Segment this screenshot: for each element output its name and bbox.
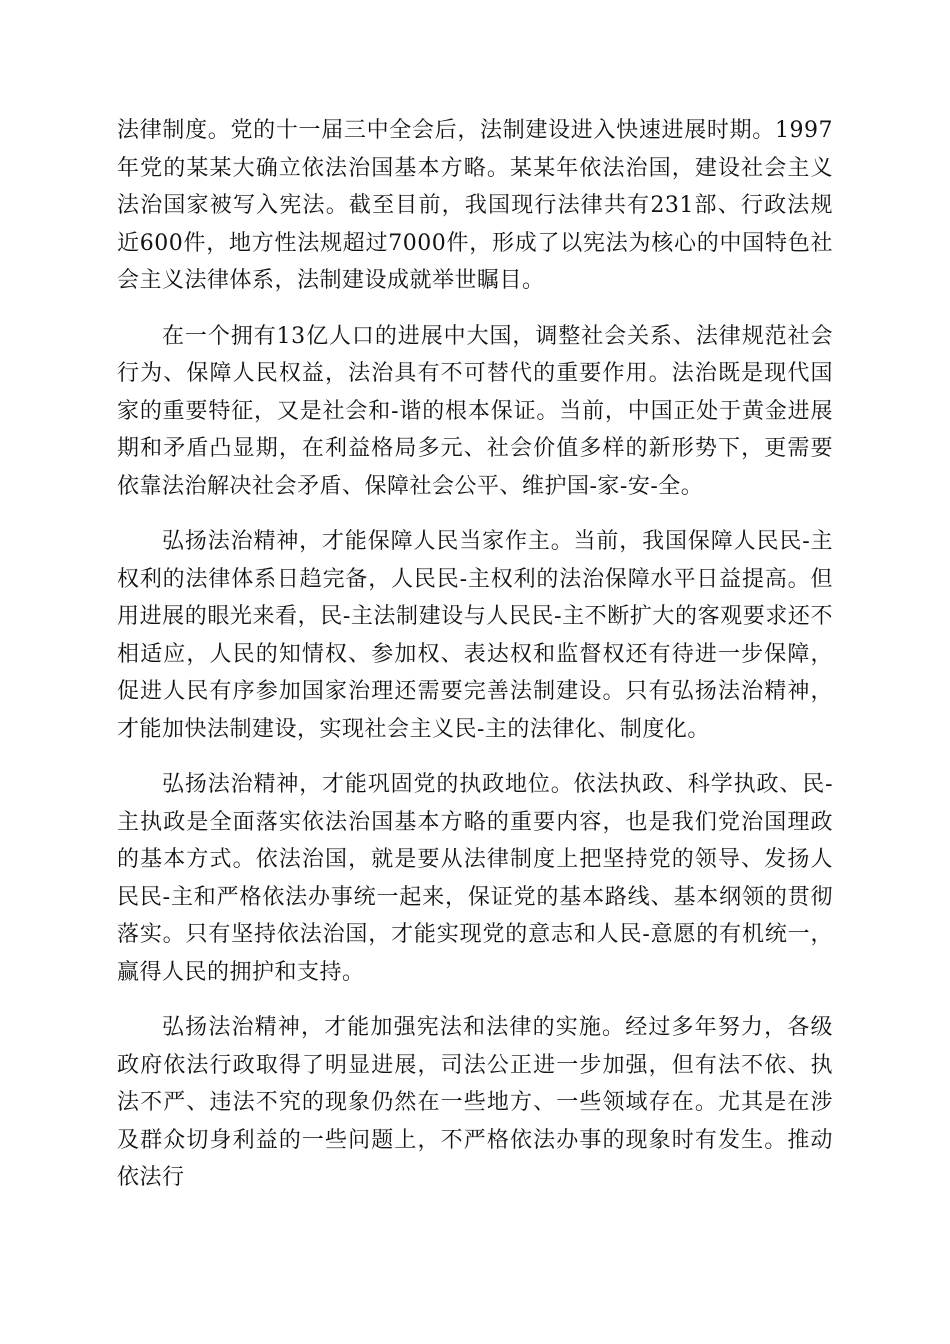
paragraph-role-of-rule-of-law: 在一个拥有13亿人口的进展中大国，调整社会关系、法律规范社会行为、保障人民权益，法治具有不可替代的重要作用。法治既是现代国家的重要特征，又是社会和-谐的根本保证。当前，中国正处于黄金进展期和矛盾凸显期，在利益格局多元、社会价值多样的新形势下，更需要依靠法治解决社会矛盾、保障社会公平、维护国-家-安-全。 [117, 323, 833, 499]
paragraph-constitution-implementation: 弘扬法治精神，才能加强宪法和法律的实施。经过多年努力，各级政府依法行政取得了明显进展，司法公正进一步加强，但有法不依、执法不严、违法不究的现象仍然在一些地方、一些领域存在。尤其是在涉及群众切身利益的一些问题上，不严格依法办事的现象时有发生。推动依法行 [117, 1015, 833, 1190]
paragraph-people-as-masters: 弘扬法治精神，才能保障人民当家作主。当前，我国保障人民民-主权利的法律体系日趋完备，人民民-主权利的法治保障水平日益提高。但用进展的眼光来看，民-主法制建设与人民民-主不断扩大的客观要求还不相适应，人民的知情权、参加权、表达权和监督权还有待进一步保障，促进人民有序参加国家治理还需要完善法制建设。只有弘扬法治精神，才能加快法制建设，实现社会主义民-主的法律化、制度化。 [117, 529, 833, 742]
document-body [117, 112, 833, 1215]
paragraph-ruling-position: 弘扬法治精神，才能巩固党的执政地位。依法执政、科学执政、民-主执政是全面落实依法治国基本方略的重要内容，也是我们党治国理政的基本方式。依法治国，就是要从法律制度上把坚持党的领导、发扬人民民-主和严格依法办事统一起来，保证党的基本路线、基本纲领的贯彻落实。只有坚持依法治国，才能实现党的意志和人民-意愿的有机统一，赢得人民的拥护和支持。 [117, 772, 833, 985]
paragraph-legal-system-progress: 法律制度。党的十一届三中全会后，法制建设进入快速进展时期。1997年党的某某大确立依法治国基本方略。某某年依法治国，建设社会主义法治国家被写入宪法。截至目前，我国现行法律共有231部、行政法规近600件，地方性法规超过7000件，形成了以宪法为核心的中国特色社会主义法律体系，法制建设成就举世瞩目。 [117, 118, 833, 293]
